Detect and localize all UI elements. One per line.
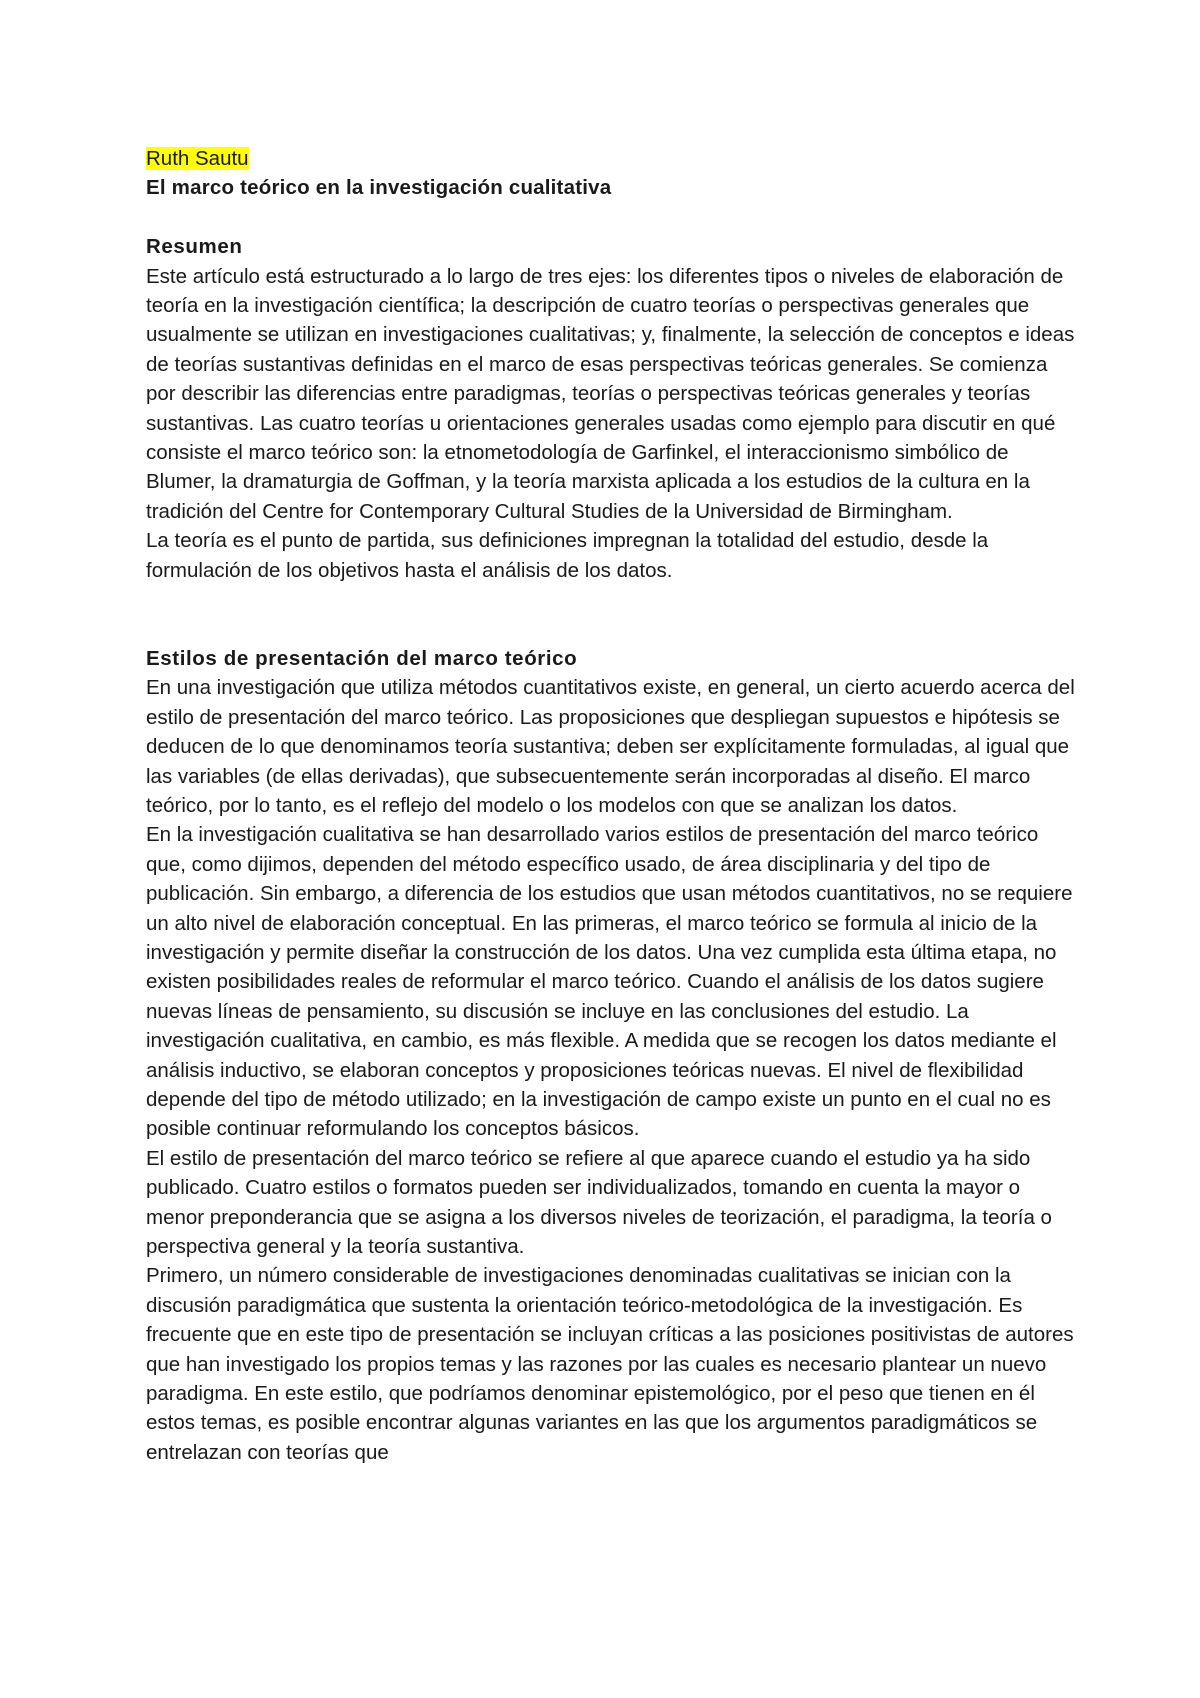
section-paragraph-2: En la investigación cualitativa se han desarrollado varios estilos de presentación del marco teórico que, como dijimos, dependen del método específico usado, de área disciplinaria y del tipo de publicación. Sin embargo, a diferencia de los estudios que usan métodos cuantitativos, no se requiere un alto nivel de elaboración conceptual. En las primeras, el marco teórico se formula al inicio de la investigación y permite diseñar la construcción de los datos. Una vez cumplida esta última etapa, no existen posibilidades reales de reformular el marco teórico. Cuando el análisis de los datos sugiere nuevas líneas de pensamiento, su discusión se incluye en las conclusiones del estudio. La investigación cualitativa, en cambio, es más flexible. A medida que se recogen los datos mediante el análisis inductivo, se elaboran conceptos y proposiciones teóricas nuevas. El nivel de flexibilidad depende del tipo de método utilizado; en la investigación de campo existe un punto en el cual no es posible continuar reformulando los conceptos básicos.: [146, 823, 1073, 1141]
abstract-heading: Resumen: [146, 235, 243, 259]
section-paragraph-4: Primero, un número considerable de investigaciones denominadas cualitativas se inician con la discusión paradigmática que sustenta la orientación teórico-metodológica de la investigación. Es frecuente que en este tipo de presentación se incluyan críticas a las posiciones positivistas de autores que han investigado los propios temas y las razones por las cuales es necesario plantear un nuevo paradigma. En este estilo, que podríamos denominar epistemológico, por el peso que tienen en él estos temas, es posible encontrar algunas variantes en las que los argumentos paradigmáticos se entrelazan con teorías que: [146, 1264, 1074, 1464]
document-title: El marco teórico en la investigación cualitativa: [146, 176, 612, 200]
blank-line: [146, 203, 1076, 232]
blank-lines: [146, 585, 1076, 644]
author-name-highlighted: Ruth Sautu: [146, 147, 249, 170]
section-paragraph-3: El estilo de presentación del marco teórico se refiere al que aparece cuando el estudio ya ha sido publicado. Cuatro estilos o formatos pueden ser individualizados, tomando en cuenta la mayor o menor preponderancia que se asigna a los diversos niveles de teorización, el paradigma, la teoría o perspectiva general y la teoría sustantiva.: [146, 1146, 1052, 1258]
abstract-paragraph-2: La teoría es el punto de partida, sus definiciones impregnan la totalidad del estudio, desde la formulación de los objetivos hasta el análisis de los datos.: [146, 529, 989, 582]
section-paragraph-1: En una investigación que utiliza métodos cuantitativos existe, en general, un cierto acuerdo acerca del estilo de presentación del marco teórico. Las proposiciones que despliegan supuestos e hipótesis se deducen de lo que denominamos teoría sustantiva; deben ser explícitamente formuladas, al igual que las variables (de ellas derivadas), que subsecuentemente serán incorporadas al diseño. El marco teórico, por lo tanto, es el reflejo del modelo o los modelos con que se analizan los datos.: [146, 676, 1075, 817]
document-page: [146, 144, 1076, 1467]
abstract-paragraph-1: Este artículo está estructurado a lo largo de tres ejes: los diferentes tipos o niveles de elaboración de teoría en la investigación científica; la descripción de cuatro teorías o perspectivas generales que usualmente se utilizan en investigaciones cualitativas; y, finalmente, la selección de conceptos e ideas de teorías sustantivas definidas en el marco de esas perspectivas teóricas generales. Se comienza por describir las diferencias entre paradigmas, teorías o perspectivas teóricas generales y teorías sustantivas. Las cuatro teorías u orientaciones generales usadas como ejemplo para discutir en qué consiste el marco teórico son: la etnometodología de Garfinkel, el interaccionismo simbólico de Blumer, la dramaturgia de Goffman, y la teoría marxista aplicada a los estudios de la cultura en la tradición del Centre for Contemporary Cultural Studies de la Universidad de Birmingham.: [146, 264, 1075, 523]
author-line: [146, 144, 1076, 173]
section-heading: Estilos de presentación del marco teórico: [146, 646, 578, 670]
